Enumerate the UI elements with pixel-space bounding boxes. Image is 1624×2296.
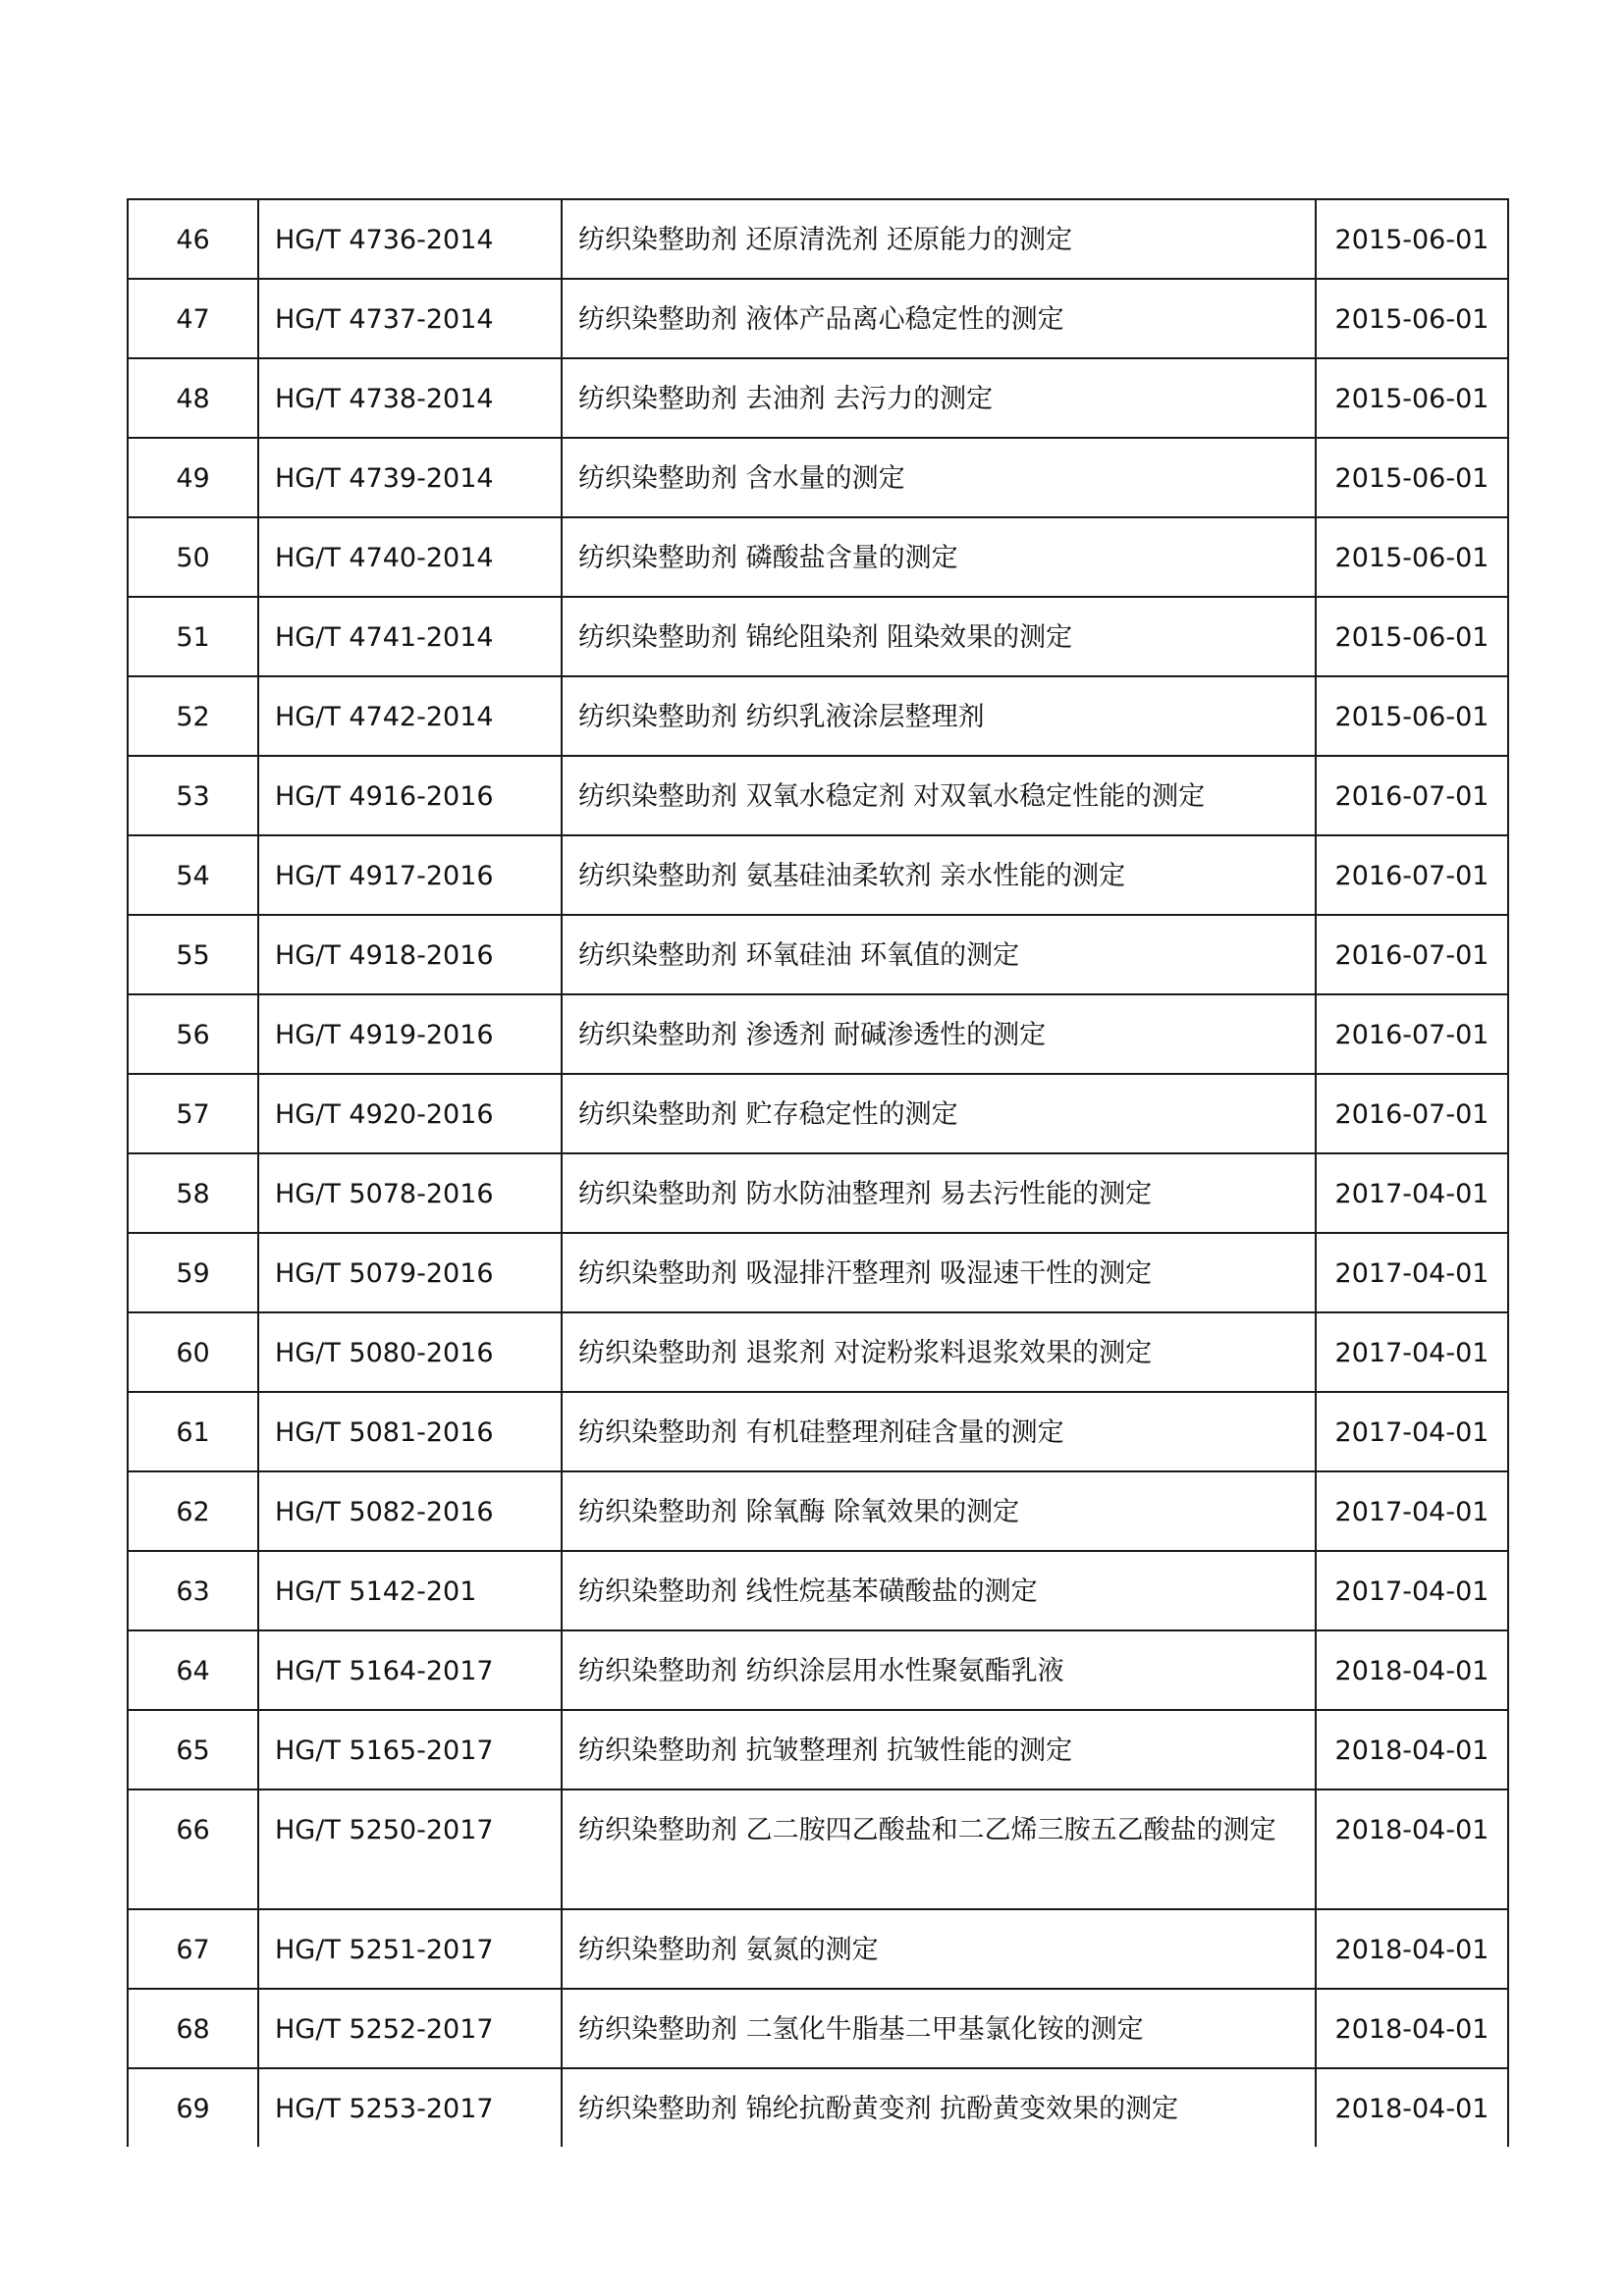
standard-title-cell xyxy=(562,199,1316,279)
effective-date-cell xyxy=(1316,835,1508,915)
effective-date-cell xyxy=(1316,1233,1508,1312)
standard-title: 纺织染整助剂 去油剂 去污力的测定 xyxy=(578,384,994,414)
standard-code-cell xyxy=(258,1909,562,1989)
row-number: 61 xyxy=(176,1417,210,1448)
standard-code: HG/T 4920-2016 xyxy=(275,1099,494,1130)
standard-title-cell xyxy=(562,1551,1316,1630)
row-number: 65 xyxy=(176,1735,210,1766)
effective-date: 2018-04-01 xyxy=(1334,1656,1489,1686)
effective-date: 2015-06-01 xyxy=(1334,543,1489,573)
standard-title: 纺织染整助剂 氨氮的测定 xyxy=(578,1935,879,1965)
standards-table xyxy=(127,198,1509,2147)
standard-title-cell xyxy=(562,2068,1316,2147)
effective-date: 2016-07-01 xyxy=(1334,940,1489,971)
effective-date: 2018-04-01 xyxy=(1334,2094,1489,2124)
standard-code-cell xyxy=(258,994,562,1074)
effective-date-cell xyxy=(1316,1789,1508,1909)
standard-code: HG/T 4736-2014 xyxy=(275,225,494,255)
standard-code: HG/T 4916-2016 xyxy=(275,781,494,812)
standard-title-cell xyxy=(562,1074,1316,1153)
effective-date: 2016-07-01 xyxy=(1334,861,1489,891)
standard-title-cell xyxy=(562,756,1316,835)
row-number: 54 xyxy=(176,861,210,891)
effective-date: 2018-04-01 xyxy=(1334,1935,1489,1965)
standard-title: 纺织染整助剂 氨基硅油柔软剂 亲水性能的测定 xyxy=(578,861,1126,891)
effective-date-cell xyxy=(1316,1909,1508,1989)
row-number: 56 xyxy=(176,1020,210,1050)
standard-title-cell xyxy=(562,438,1316,517)
standard-code-cell xyxy=(258,756,562,835)
row-number: 46 xyxy=(176,225,210,255)
row-number-cell xyxy=(128,1392,258,1471)
effective-date-cell xyxy=(1316,1630,1508,1710)
row-number: 49 xyxy=(176,463,210,494)
standard-title-cell xyxy=(562,358,1316,438)
row-number: 67 xyxy=(176,1935,210,1965)
standard-code: HG/T 5165-2017 xyxy=(275,1735,494,1766)
table-row xyxy=(128,199,1508,279)
standard-code-cell xyxy=(258,676,562,756)
standard-title-cell xyxy=(562,1392,1316,1471)
effective-date-cell xyxy=(1316,1392,1508,1471)
standard-title: 纺织染整助剂 锦纶抗酚黄变剂 抗酚黄变效果的测定 xyxy=(578,2094,1179,2124)
standard-title: 纺织染整助剂 贮存稳定性的测定 xyxy=(578,1099,958,1130)
effective-date-cell xyxy=(1316,199,1508,279)
row-number: 63 xyxy=(176,1576,210,1607)
row-number: 50 xyxy=(176,543,210,573)
standard-code-cell xyxy=(258,199,562,279)
effective-date-cell xyxy=(1316,994,1508,1074)
standard-title-cell xyxy=(562,279,1316,358)
standard-title: 纺织染整助剂 纺织乳液涂层整理剂 xyxy=(578,702,985,732)
row-number-cell xyxy=(128,1312,258,1392)
row-number-cell xyxy=(128,1233,258,1312)
standard-title: 纺织染整助剂 抗皱整理剂 抗皱性能的测定 xyxy=(578,1735,1073,1766)
effective-date-cell xyxy=(1316,1551,1508,1630)
row-number: 53 xyxy=(176,781,210,812)
effective-date-cell xyxy=(1316,756,1508,835)
effective-date: 2016-07-01 xyxy=(1334,1020,1489,1050)
standard-code: HG/T 5142-201 xyxy=(275,1576,477,1607)
row-number-cell xyxy=(128,438,258,517)
row-number: 60 xyxy=(176,1338,210,1368)
table-row xyxy=(128,756,1508,835)
row-number: 55 xyxy=(176,940,210,971)
standard-code-cell xyxy=(258,1710,562,1789)
standard-title-cell xyxy=(562,1710,1316,1789)
effective-date-cell xyxy=(1316,1074,1508,1153)
row-number: 66 xyxy=(176,1815,210,1845)
row-number-cell xyxy=(128,1789,258,1909)
effective-date: 2015-06-01 xyxy=(1334,384,1489,414)
standard-code-cell xyxy=(258,1074,562,1153)
standard-title-cell xyxy=(562,1233,1316,1312)
table-row xyxy=(128,1392,1508,1471)
effective-date-cell xyxy=(1316,517,1508,597)
row-number-cell xyxy=(128,1153,258,1233)
standard-code: HG/T 4918-2016 xyxy=(275,940,494,971)
row-number-cell xyxy=(128,835,258,915)
standard-code-cell xyxy=(258,1233,562,1312)
effective-date: 2017-04-01 xyxy=(1334,1417,1489,1448)
table-row xyxy=(128,1153,1508,1233)
table-row xyxy=(128,597,1508,676)
standard-code-cell xyxy=(258,597,562,676)
table-row xyxy=(128,438,1508,517)
standard-title: 纺织染整助剂 磷酸盐含量的测定 xyxy=(578,543,958,573)
standard-code: HG/T 5250-2017 xyxy=(275,1815,494,1845)
standard-code: HG/T 4739-2014 xyxy=(275,463,494,494)
standard-code-cell xyxy=(258,915,562,994)
row-number-cell xyxy=(128,1710,258,1789)
effective-date-cell xyxy=(1316,1989,1508,2068)
table-row xyxy=(128,915,1508,994)
effective-date: 2015-06-01 xyxy=(1334,463,1489,494)
effective-date-cell xyxy=(1316,1710,1508,1789)
effective-date: 2015-06-01 xyxy=(1334,304,1489,335)
effective-date-cell xyxy=(1316,2068,1508,2147)
table-row xyxy=(128,1989,1508,2068)
table-row xyxy=(128,358,1508,438)
standard-title-cell xyxy=(562,1909,1316,1989)
standard-code-cell xyxy=(258,438,562,517)
standard-code-cell xyxy=(258,835,562,915)
standard-title: 纺织染整助剂 有机硅整理剂硅含量的测定 xyxy=(578,1417,1064,1448)
standard-code: HG/T 4917-2016 xyxy=(275,861,494,891)
effective-date: 2015-06-01 xyxy=(1334,225,1489,255)
row-number-cell xyxy=(128,1909,258,1989)
effective-date: 2016-07-01 xyxy=(1334,781,1489,812)
effective-date: 2018-04-01 xyxy=(1334,1815,1489,1845)
row-number-cell xyxy=(128,676,258,756)
standard-code: HG/T 5078-2016 xyxy=(275,1179,494,1209)
table-row xyxy=(128,1630,1508,1710)
row-number-cell xyxy=(128,1471,258,1551)
row-number-cell xyxy=(128,1551,258,1630)
standard-title: 纺织染整助剂 线性烷基苯磺酸盐的测定 xyxy=(578,1576,1038,1607)
row-number-cell xyxy=(128,1989,258,2068)
table-row xyxy=(128,994,1508,1074)
row-number: 47 xyxy=(176,304,210,335)
row-number: 58 xyxy=(176,1179,210,1209)
standard-title-cell xyxy=(562,1630,1316,1710)
standard-title: 纺织染整助剂 退浆剂 对淀粉浆料退浆效果的测定 xyxy=(578,1338,1153,1368)
effective-date-cell xyxy=(1316,438,1508,517)
standard-title: 纺织染整助剂 纺织涂层用水性聚氨酯乳液 xyxy=(578,1656,1064,1686)
standard-code: HG/T 4738-2014 xyxy=(275,384,494,414)
row-number: 68 xyxy=(176,2014,210,2045)
table-row xyxy=(128,1909,1508,1989)
standard-title-cell xyxy=(562,597,1316,676)
standard-title: 纺织染整助剂 吸湿排汗整理剂 吸湿速干性的测定 xyxy=(578,1258,1153,1289)
standard-code-cell xyxy=(258,1989,562,2068)
standard-code-cell xyxy=(258,1471,562,1551)
standard-code-cell xyxy=(258,2068,562,2147)
effective-date-cell xyxy=(1316,915,1508,994)
standard-title-cell xyxy=(562,1471,1316,1551)
standard-title-cell xyxy=(562,1153,1316,1233)
standard-code-cell xyxy=(258,1392,562,1471)
standard-title: 纺织染整助剂 液体产品离心稳定性的测定 xyxy=(578,304,1064,335)
row-number-cell xyxy=(128,517,258,597)
row-number: 64 xyxy=(176,1656,210,1686)
standard-title: 纺织染整助剂 含水量的测定 xyxy=(578,463,905,494)
standard-code-cell xyxy=(258,1551,562,1630)
effective-date-cell xyxy=(1316,279,1508,358)
standard-title: 纺织染整助剂 还原清洗剂 还原能力的测定 xyxy=(578,225,1073,255)
standard-title-cell xyxy=(562,1989,1316,2068)
standard-title: 纺织染整助剂 除氧酶 除氧效果的测定 xyxy=(578,1497,1020,1527)
effective-date: 2016-07-01 xyxy=(1334,1099,1489,1130)
effective-date: 2017-04-01 xyxy=(1334,1179,1489,1209)
effective-date-cell xyxy=(1316,1153,1508,1233)
standard-code: HG/T 5164-2017 xyxy=(275,1656,494,1686)
row-number: 59 xyxy=(176,1258,210,1289)
standard-title: 纺织染整助剂 锦纶阻染剂 阻染效果的测定 xyxy=(578,622,1073,653)
effective-date: 2017-04-01 xyxy=(1334,1576,1489,1607)
standard-title-cell xyxy=(562,1789,1316,1909)
row-number-cell xyxy=(128,279,258,358)
standard-title: 纺织染整助剂 双氧水稳定剂 对双氧水稳定性能的测定 xyxy=(578,781,1206,812)
standards-table-body xyxy=(128,199,1508,2147)
table-row xyxy=(128,1551,1508,1630)
row-number-cell xyxy=(128,1074,258,1153)
row-number: 62 xyxy=(176,1497,210,1527)
row-number-cell xyxy=(128,199,258,279)
row-number: 51 xyxy=(176,622,210,653)
standard-title-cell xyxy=(562,915,1316,994)
standard-code-cell xyxy=(258,358,562,438)
standard-code: HG/T 5251-2017 xyxy=(275,1935,494,1965)
table-row xyxy=(128,517,1508,597)
table-row xyxy=(128,1471,1508,1551)
standard-code-cell xyxy=(258,1153,562,1233)
row-number-cell xyxy=(128,756,258,835)
standard-title-cell xyxy=(562,994,1316,1074)
effective-date: 2017-04-01 xyxy=(1334,1497,1489,1527)
effective-date: 2015-06-01 xyxy=(1334,622,1489,653)
table-row xyxy=(128,1710,1508,1789)
row-number: 48 xyxy=(176,384,210,414)
table-row xyxy=(128,835,1508,915)
table-row xyxy=(128,279,1508,358)
standard-code: HG/T 5081-2016 xyxy=(275,1417,494,1448)
standard-code: HG/T 5253-2017 xyxy=(275,2094,494,2124)
row-number: 57 xyxy=(176,1099,210,1130)
effective-date-cell xyxy=(1316,358,1508,438)
row-number-cell xyxy=(128,915,258,994)
standard-code-cell xyxy=(258,279,562,358)
standard-code: HG/T 5082-2016 xyxy=(275,1497,494,1527)
row-number-cell xyxy=(128,1630,258,1710)
standard-code-cell xyxy=(258,517,562,597)
table-row xyxy=(128,1074,1508,1153)
row-number-cell xyxy=(128,358,258,438)
standard-code-cell xyxy=(258,1789,562,1909)
row-number-cell xyxy=(128,597,258,676)
standard-title: 纺织染整助剂 乙二胺四乙酸盐和二乙烯三胺五乙酸盐的测定 xyxy=(578,1815,1276,1845)
effective-date-cell xyxy=(1316,597,1508,676)
row-number: 69 xyxy=(176,2094,210,2124)
standard-code: HG/T 5080-2016 xyxy=(275,1338,494,1368)
effective-date: 2017-04-01 xyxy=(1334,1258,1489,1289)
standard-code: HG/T 4737-2014 xyxy=(275,304,494,335)
effective-date: 2018-04-01 xyxy=(1334,2014,1489,2045)
effective-date-cell xyxy=(1316,1471,1508,1551)
row-number-cell xyxy=(128,2068,258,2147)
table-row xyxy=(128,2068,1508,2147)
standard-title: 纺织染整助剂 环氧硅油 环氧值的测定 xyxy=(578,940,1020,971)
table-row xyxy=(128,1312,1508,1392)
row-number: 52 xyxy=(176,702,210,732)
row-number-cell xyxy=(128,994,258,1074)
effective-date: 2015-06-01 xyxy=(1334,702,1489,732)
standard-code-cell xyxy=(258,1312,562,1392)
standard-code: HG/T 4741-2014 xyxy=(275,622,494,653)
standard-title-cell xyxy=(562,835,1316,915)
standard-code: HG/T 5252-2017 xyxy=(275,2014,494,2045)
table-row xyxy=(128,1789,1508,1909)
table-row xyxy=(128,1233,1508,1312)
standard-title-cell xyxy=(562,517,1316,597)
standard-code-cell xyxy=(258,1630,562,1710)
standard-code: HG/T 5079-2016 xyxy=(275,1258,494,1289)
effective-date-cell xyxy=(1316,676,1508,756)
effective-date: 2018-04-01 xyxy=(1334,1735,1489,1766)
standard-code: HG/T 4919-2016 xyxy=(275,1020,494,1050)
standard-title: 纺织染整助剂 防水防油整理剂 易去污性能的测定 xyxy=(578,1179,1153,1209)
standard-code: HG/T 4740-2014 xyxy=(275,543,494,573)
effective-date-cell xyxy=(1316,1312,1508,1392)
standard-title: 纺织染整助剂 二氢化牛脂基二甲基氯化铵的测定 xyxy=(578,2014,1144,2045)
standard-title-cell xyxy=(562,1312,1316,1392)
table-row xyxy=(128,676,1508,756)
standard-title-cell xyxy=(562,676,1316,756)
standard-code: HG/T 4742-2014 xyxy=(275,702,494,732)
standard-title: 纺织染整助剂 渗透剂 耐碱渗透性的测定 xyxy=(578,1020,1047,1050)
effective-date: 2017-04-01 xyxy=(1334,1338,1489,1368)
